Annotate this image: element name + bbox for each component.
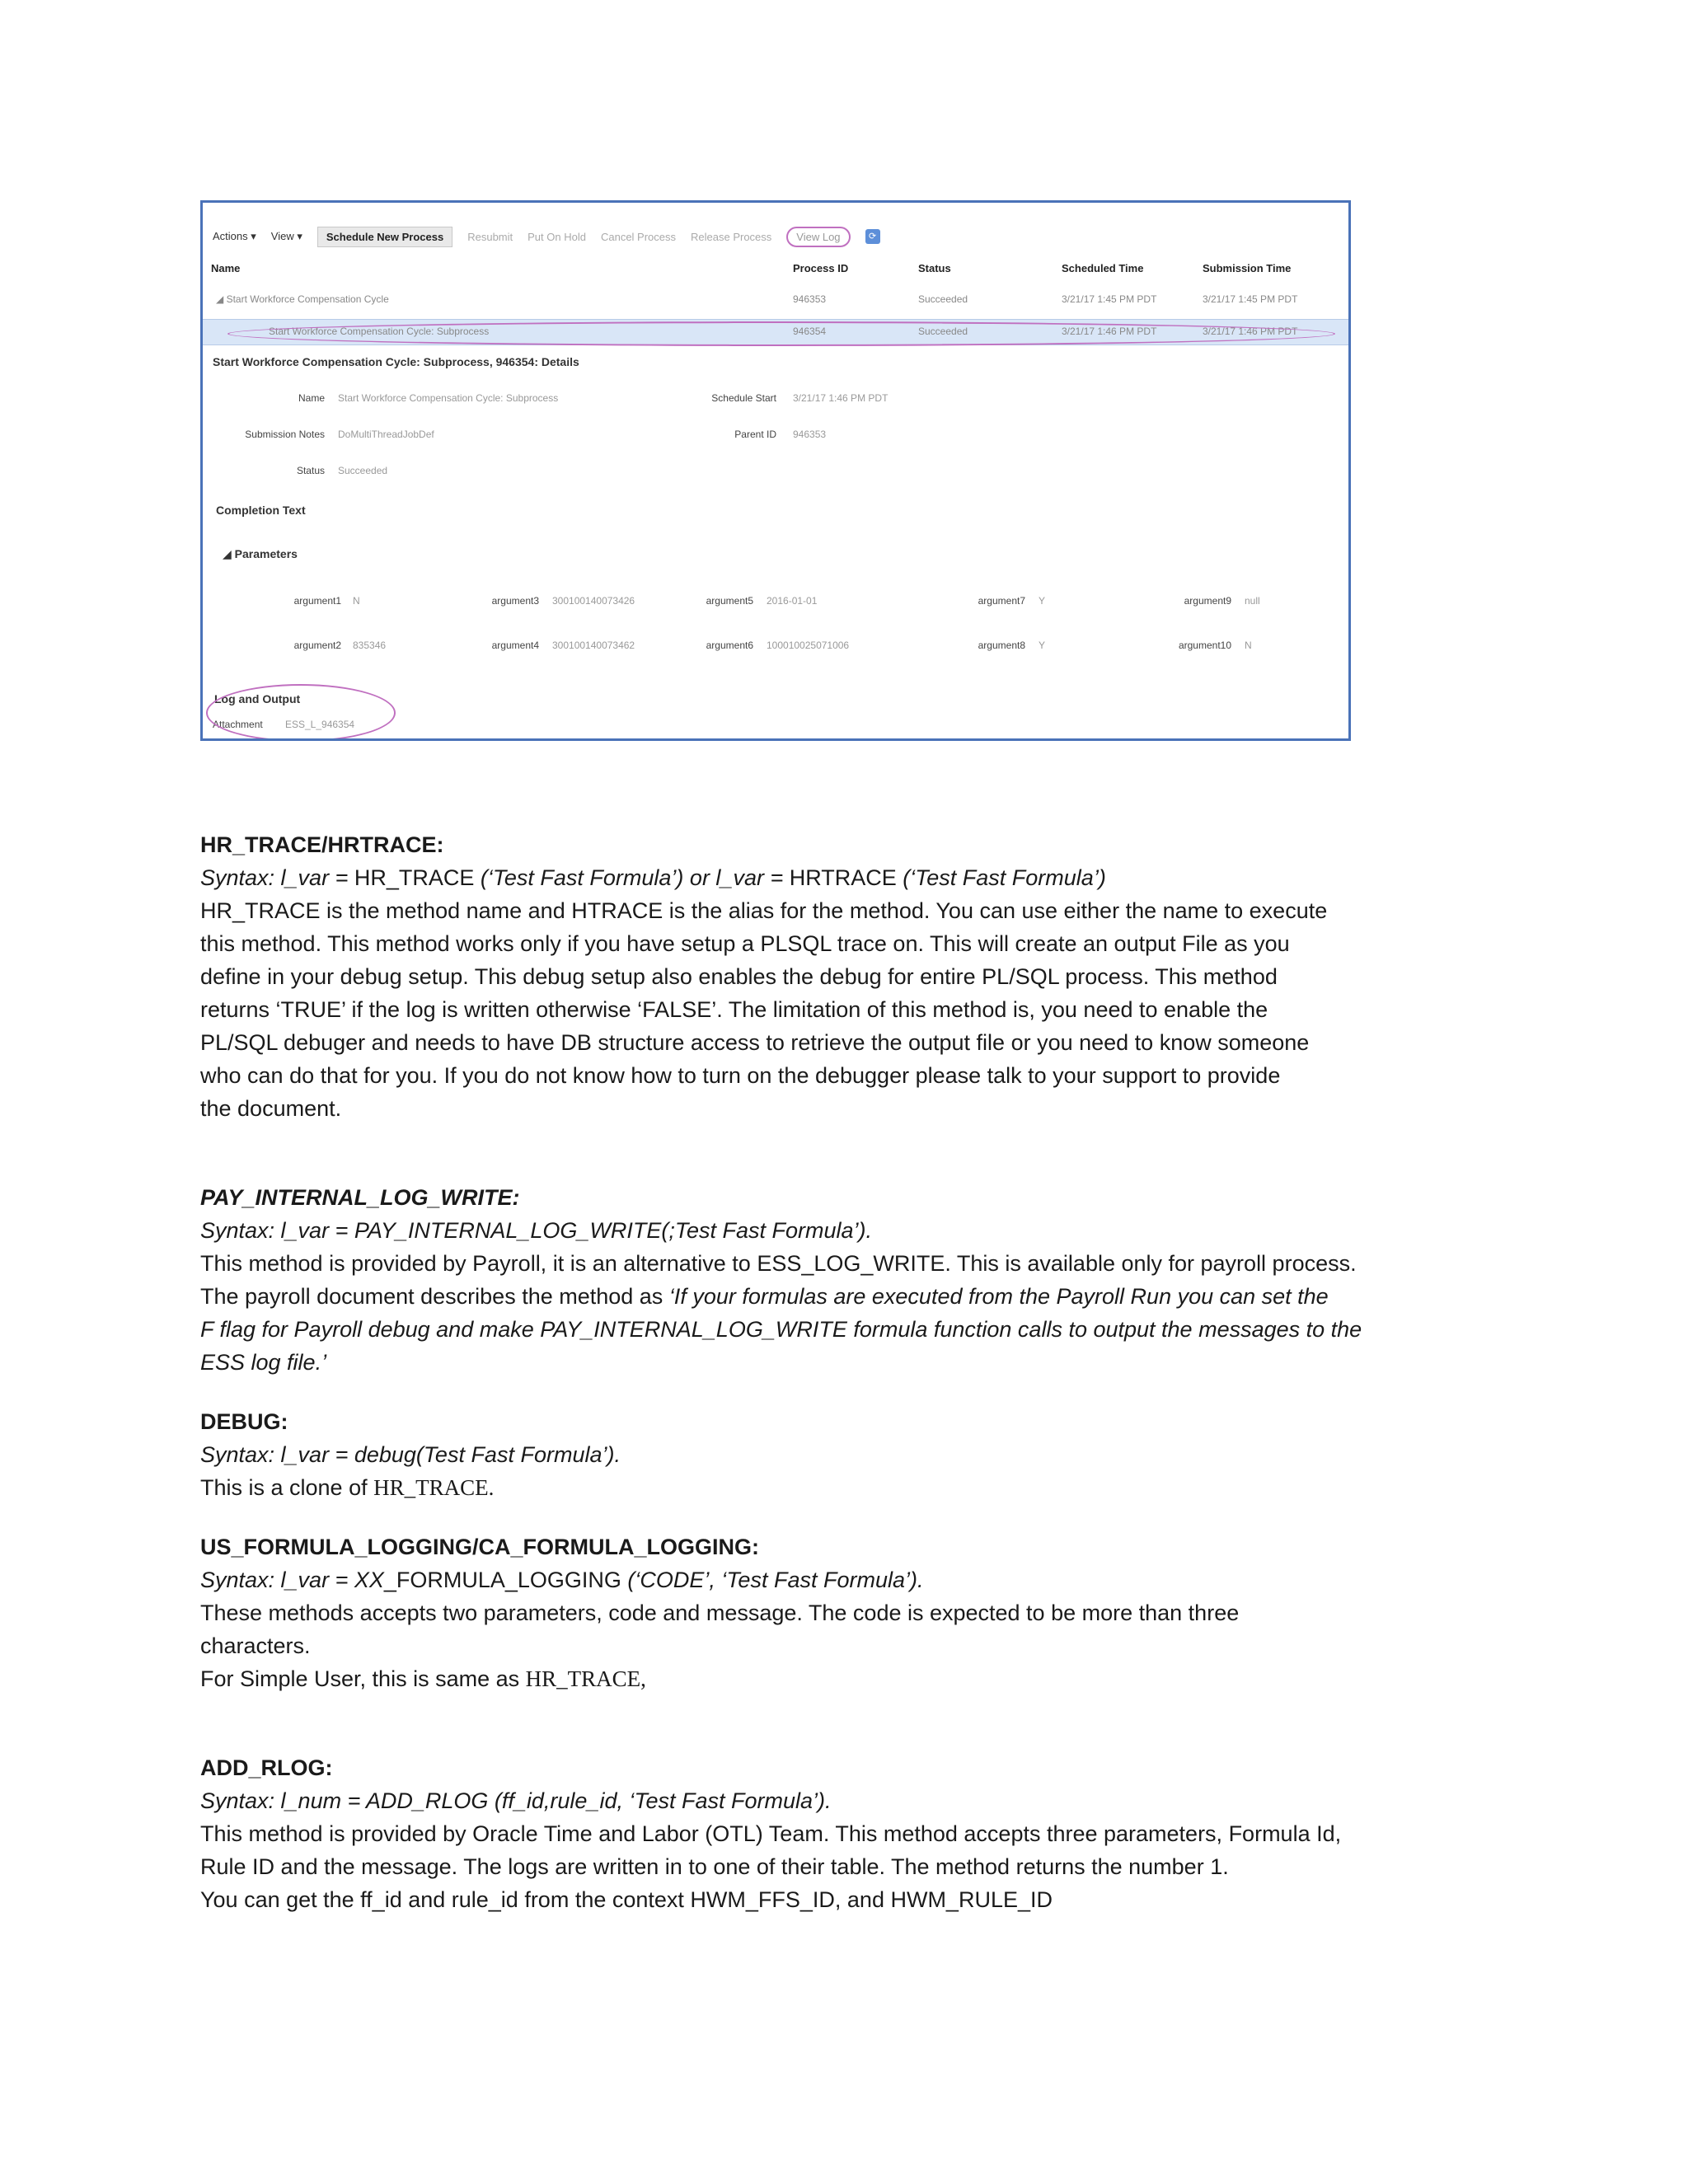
section-heading: US_FORMULA_LOGGING/CA_FORMULA_LOGGING: xyxy=(200,1535,760,1559)
arg-label: argument3 xyxy=(491,595,539,607)
actions-menu[interactable]: Actions ▾ xyxy=(213,230,256,242)
arg-value: N xyxy=(353,595,360,607)
paragraph-line: F flag for Payroll debug and make PAY_INTERNAL_LOG_WRITE formula function calls to output the messages to the xyxy=(200,1317,1362,1342)
paragraph-line: For Simple User, this is same as HR_TRACE, xyxy=(200,1666,646,1691)
cancel-process-button[interactable]: Cancel Process xyxy=(600,230,677,243)
col-scheduled-time[interactable]: Scheduled Time xyxy=(1062,262,1144,274)
arg-label: argument6 xyxy=(706,640,753,651)
view-log-button[interactable]: View Log xyxy=(786,227,850,247)
arg-value: null xyxy=(1245,595,1260,607)
syntax-line: Syntax: l_num = ADD_RLOG (ff_id,rule_id, ‘Test Fast Formula’). xyxy=(200,1788,832,1813)
arg-label: argument4 xyxy=(491,640,539,651)
paragraph-line: HR_TRACE is the method name and HTRACE is the alias for the method. You can use either the name to execute xyxy=(200,898,1328,923)
section-heading: PAY_INTERNAL_LOG_WRITE: xyxy=(200,1185,520,1210)
arg-label: argument2 xyxy=(293,640,341,651)
embedded-screenshot xyxy=(200,200,1351,741)
detail-schedule-label: Schedule Start xyxy=(711,392,776,404)
highlight-annotation xyxy=(227,321,1335,346)
resubmit-button[interactable]: Resubmit xyxy=(467,230,513,243)
schedule-new-process-button[interactable]: Schedule New Process xyxy=(317,227,452,247)
paragraph-line: characters. xyxy=(200,1633,311,1658)
arg-value: 100010025071006 xyxy=(767,640,850,651)
col-submission-time[interactable]: Submission Time xyxy=(1203,262,1292,274)
detail-notes-label: Submission Notes xyxy=(245,429,325,440)
detail-name-label: Name xyxy=(298,392,325,404)
section-heading: ADD_RLOG: xyxy=(200,1755,333,1780)
table-header xyxy=(203,262,1348,282)
detail-status-value: Succeeded xyxy=(338,465,388,476)
arg-value: 300100140073426 xyxy=(552,595,635,607)
view-menu[interactable]: View ▾ xyxy=(270,230,302,242)
col-status[interactable]: Status xyxy=(918,262,951,274)
paragraph-line: Rule ID and the message. The logs are written in to one of their table. The method returns the number 1. xyxy=(200,1854,1229,1879)
paragraph-line: ESS log file.’ xyxy=(200,1350,327,1375)
detail-schedule-value: 3/21/17 1:46 PM PDT xyxy=(793,392,889,404)
paragraph-line: the document. xyxy=(200,1096,342,1121)
table-row-selected[interactable]: Start Workforce Compensation Cycle: Subprocess 946354 Succeeded 3/21/17 1:46 PM PDT 3/21/17 1:46 PM PDT xyxy=(203,319,1348,345)
arg-value: Y xyxy=(1039,595,1046,607)
arg-label: argument5 xyxy=(706,595,753,607)
syntax-line: Syntax: l_var = debug(Test Fast Formula’). xyxy=(200,1442,621,1467)
highlight-annotation xyxy=(206,684,396,741)
arg-value: 835346 xyxy=(353,640,387,651)
arg-value: Y xyxy=(1039,640,1046,651)
table-row[interactable]: ◢ Start Workforce Compensation Cycle 946353 Succeeded 3/21/17 1:45 PM PDT 3/21/17 1:45 PM PDT xyxy=(216,293,1298,305)
arg-value: 300100140073462 xyxy=(552,640,635,651)
paragraph-line: who can do that for you. If you do not know how to turn on the debugger please talk to your support to provide xyxy=(200,1063,1281,1088)
paragraph-line: returns ‘TRUE’ if the log is written otherwise ‘FALSE’. The limitation of this method is, you need to enable the xyxy=(200,997,1268,1022)
arg-value: 2016-01-01 xyxy=(767,595,818,607)
arg-label: argument8 xyxy=(978,640,1025,651)
col-name[interactable]: Name xyxy=(211,262,241,274)
details-title: Start Workforce Compensation Cycle: Subprocess, 946354: Details xyxy=(213,355,579,368)
paragraph-line: this method. This method works only if you have setup a PLSQL trace on. This will create an output File as you xyxy=(200,931,1290,956)
arg-label: argument10 xyxy=(1178,640,1231,651)
detail-parent-label: Parent ID xyxy=(734,429,776,440)
paragraph-line: PL/SQL debuger and needs to have DB structure access to retrieve the output file or you need to know someone xyxy=(200,1030,1310,1055)
arg-label: argument9 xyxy=(1184,595,1231,607)
syntax-line: Syntax: l_var = XX_FORMULA_LOGGING (‘CODE’, ‘Test Fast Formula’). xyxy=(200,1568,924,1592)
detail-notes-value: DoMultiThreadJobDef xyxy=(338,429,434,440)
syntax-line: Syntax: l_var = PAY_INTERNAL_LOG_WRITE(;Test Fast Formula’). xyxy=(200,1218,872,1243)
arg-label: argument7 xyxy=(978,595,1025,607)
section-heading: HR_TRACE/HRTRACE: xyxy=(200,832,444,857)
put-on-hold-button[interactable]: Put On Hold xyxy=(528,230,586,243)
detail-name-value: Start Workforce Compensation Cycle: Subprocess xyxy=(338,392,559,404)
paragraph-line: define in your debug setup. This debug setup also enables the debug for entire PL/SQL process. This method xyxy=(200,964,1278,989)
col-process-id[interactable]: Process ID xyxy=(793,262,849,274)
attachment-link[interactable]: ESS_L_946354 xyxy=(285,719,355,730)
paragraph-line: This is a clone of HR_TRACE. xyxy=(200,1475,495,1500)
log-output-heading: Log and Output xyxy=(214,692,301,705)
parameters-toggle[interactable]: ◢ Parameters xyxy=(223,547,298,560)
section-heading: DEBUG: xyxy=(200,1409,288,1434)
paragraph-line: This method is provided by Payroll, it is an alternative to ESS_LOG_WRITE. This is available only for payroll process. xyxy=(200,1251,1357,1276)
paragraph-line: This method is provided by Oracle Time and Labor (OTL) Team. This method accepts three parameters, Formula Id, xyxy=(200,1821,1342,1846)
attachment-label: Attachment xyxy=(213,719,263,730)
arg-label: argument1 xyxy=(293,595,341,607)
release-process-button[interactable]: Release Process xyxy=(691,230,772,243)
completion-text-heading: Completion Text xyxy=(216,504,306,517)
toolbar xyxy=(213,224,880,249)
refresh-icon[interactable]: ⟳ xyxy=(865,229,880,244)
detail-status-label: Status xyxy=(296,465,325,476)
paragraph-line: The payroll document describes the method as ‘If your formulas are executed from the Payroll Run you can set the xyxy=(200,1284,1329,1309)
syntax-line: Syntax: l_var = HR_TRACE (‘Test Fast Formula’) or l_var = HRTRACE (‘Test Fast Formula’) xyxy=(200,865,1106,890)
paragraph-line: These methods accepts two parameters, code and message. The code is expected to be more than three xyxy=(200,1601,1240,1625)
paragraph-line: You can get the ff_id and rule_id from the context HWM_FFS_ID, and HWM_RULE_ID xyxy=(200,1887,1053,1912)
arg-value: N xyxy=(1245,640,1252,651)
detail-parent-value: 946353 xyxy=(793,429,827,440)
